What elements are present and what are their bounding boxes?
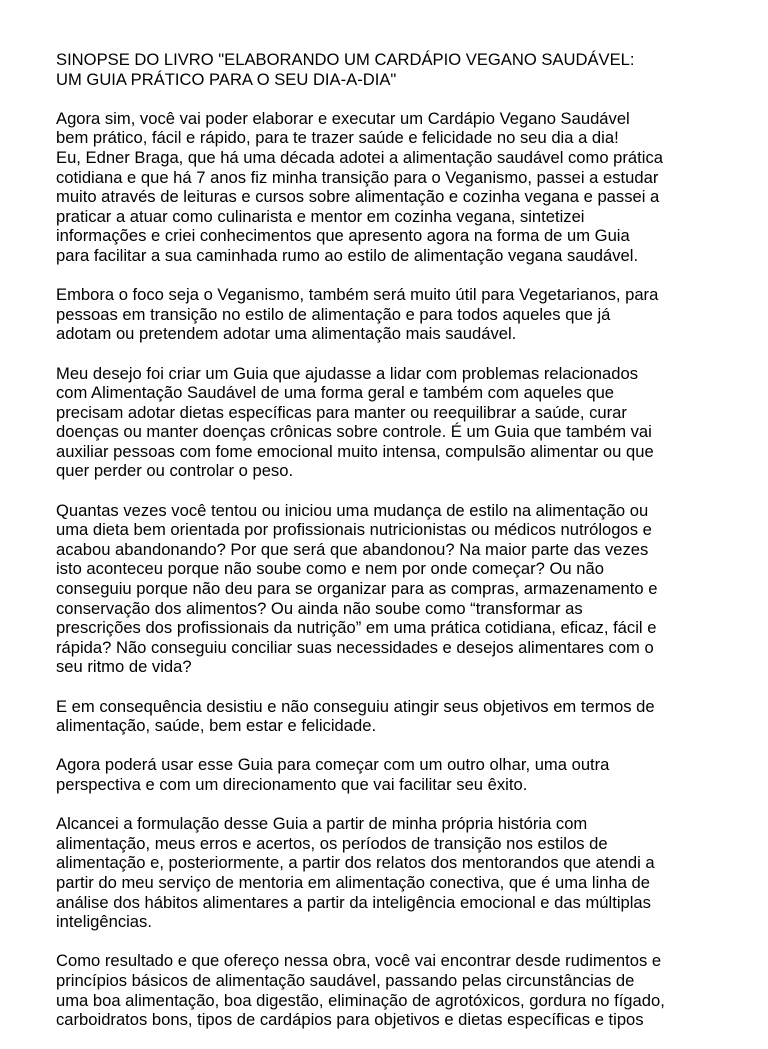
title-line: SINOPSE DO LIVRO "ELABORANDO UM CARDÁPIO VEGANO SAUDÁVEL: — [56, 50, 635, 69]
paragraph-line: E em consequência desistiu e não conseguiu atingir seus objetivos em termos de — [56, 696, 655, 716]
paragraph-line: acabou abandonando? Por que será que abandonou? Na maior parte das vezes — [56, 539, 649, 559]
paragraph-line: inteligências. — [56, 912, 152, 932]
paragraph-line: para facilitar a sua caminhada rumo ao estilo de alimentação vegana saudável. — [56, 245, 639, 265]
paragraph-line: praticar a atuar como culinarista e mentor em cozinha vegana, sintetizei — [56, 206, 585, 226]
paragraph-line: Eu, Edner Braga, que há uma década adotei a alimentação saudável como prática — [56, 147, 663, 167]
paragraph-line: Como resultado e que ofereço nessa obra, você vai encontrar desde rudimentos e — [56, 951, 662, 971]
paragraph-line: pessoas em transição no estilo de alimentação e para todos aqueles que já — [56, 304, 611, 324]
paragraph-line: Quantas vezes você tentou ou iniciou uma mudança de estilo na alimentação ou — [56, 500, 649, 520]
paragraph-line: alimentação, saúde, bem estar e felicidade. — [56, 716, 377, 736]
paragraph-line: alimentação e, posteriormente, a partir dos relatos dos mentorandos que atendi a — [56, 853, 655, 873]
paragraph-line: Agora poderá usar esse Guia para começar com um outro olhar, uma outra — [56, 755, 610, 775]
paragraph-line: Embora o foco seja o Veganismo, também será muito útil para Vegetarianos, para — [56, 285, 659, 305]
paragraph-line: adotam ou pretendem adotar uma alimentação mais saudável. — [56, 324, 517, 344]
paragraph — [56, 285, 736, 344]
paragraph-line: conservação dos alimentos? Ou ainda não soube como “transformar as — [56, 598, 583, 618]
paragraph — [56, 109, 736, 266]
paragraph — [56, 697, 736, 736]
paragraph-line: cotidiana e que há 7 anos fiz minha transição para o Veganismo, passei a estudar — [56, 167, 659, 187]
paragraph-line: conseguiu porque não deu para se organizar para as compras, armazenamento e — [56, 579, 658, 599]
paragraph-line: doenças ou manter doenças crônicas sobre controle. É um Guia que também vai — [56, 422, 652, 442]
paragraph-line: prescrições dos profissionais da nutrição” em uma prática cotidiana, eficaz, fácil e — [56, 618, 657, 638]
paragraph-line: precisam adotar dietas específicas para manter ou reequilibrar a saúde, curar — [56, 402, 627, 422]
paragraph-line: perspectiva e com um direcionamento que vai facilitar seu êxito. — [56, 774, 528, 794]
document-title — [56, 50, 736, 89]
paragraph — [56, 364, 736, 482]
paragraph-line: análise dos hábitos alimentares a partir da inteligência emocional e das múltiplas — [56, 892, 651, 912]
paragraph — [56, 755, 736, 794]
paragraph-line: com Alimentação Saudável de uma forma geral e também com aqueles que — [56, 383, 615, 403]
paragraph-line: Meu desejo foi criar um Guia que ajudasse a lidar com problemas relacionados — [56, 363, 639, 383]
paragraph-list — [56, 109, 736, 1030]
paragraph-line: carboidratos bons, tipos de cardápios para objetivos e dietas específicas e tipos — [56, 1010, 644, 1030]
paragraph-line: rápida? Não conseguiu conciliar suas necessidades e desejos alimentares com o — [56, 637, 654, 657]
paragraph-line: muito através de leituras e cursos sobre alimentação e cozinha vegana e passei a — [56, 187, 660, 207]
paragraph-line: Agora sim, você vai poder elaborar e executar um Cardápio Vegano Saudável — [56, 108, 630, 128]
paragraph-line: bem prático, fácil e rápido, para te trazer saúde e felicidade no seu dia a dia! — [56, 128, 619, 148]
paragraph-line: isto aconteceu porque não soube como e nem por onde começar? Ou não — [56, 559, 604, 579]
paragraph-line: uma dieta bem orientada por profissionais nutricionistas ou médicos nutrólogos e — [56, 520, 652, 540]
paragraph-line: quer perder ou controlar o peso. — [56, 461, 294, 481]
paragraph-line: uma boa alimentação, boa digestão, eliminação de agrotóxicos, gordura no fígado, — [56, 990, 665, 1010]
document-page — [56, 50, 736, 1049]
paragraph-line: princípios básicos de alimentação saudável, passando pelas circunstâncias de — [56, 970, 635, 990]
paragraph — [56, 501, 736, 677]
paragraph-line: alimentação, meus erros e acertos, os períodos de transição nos estilos de — [56, 833, 608, 853]
paragraph-line: partir do meu serviço de mentoria em alimentação conectiva, que é uma linha de — [56, 872, 651, 892]
paragraph-line: auxiliar pessoas com fome emocional muito intensa, compulsão alimentar ou que — [56, 441, 654, 461]
paragraph — [56, 951, 736, 1029]
paragraph — [56, 814, 736, 932]
title-line: UM GUIA PRÁTICO PARA O SEU DIA-A-DIA" — [56, 69, 397, 89]
paragraph-line: seu ritmo de vida? — [56, 657, 192, 677]
paragraph-line: Alcancei a formulação desse Guia a partir de minha própria história com — [56, 814, 588, 834]
paragraph-line: informações e criei conhecimentos que apresento agora na forma de um Guia — [56, 226, 630, 246]
